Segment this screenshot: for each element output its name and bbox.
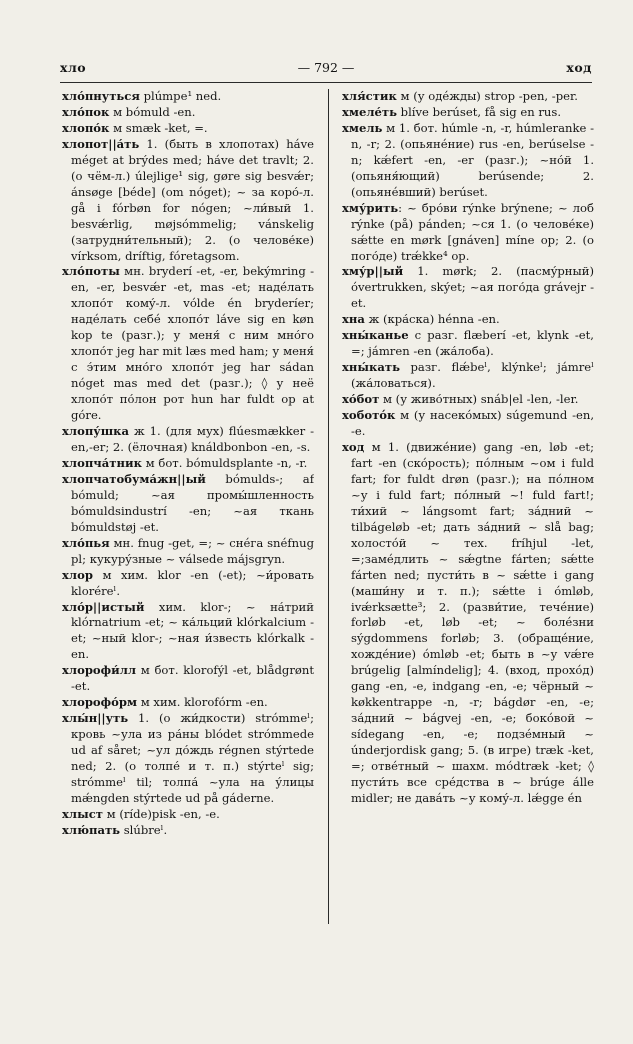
entry-body: 1. mørk; 2. (пасмýрный) óvertrukken, skýet; ~ая пого́да grávejr -et. xyxy=(351,264,594,311)
entry-headword: хлы́н||уть xyxy=(62,711,129,726)
entry-headword: хму́р||ый xyxy=(342,264,404,279)
dictionary-entry xyxy=(342,440,594,807)
entry-body: м бот. klorofýl -et, blådgrønt -et. xyxy=(71,663,314,694)
entry-body: м (ríde)pisk -en, -e. xyxy=(102,806,220,821)
entry-headword: хло́пнуться xyxy=(62,89,140,103)
entry-body: ж 1. (для мух) flúesmækker -en,-er; 2. (ёлочная) knáldbonbon -en, -s. xyxy=(71,424,314,454)
entry-body: blíve berúset, få sig en rus. xyxy=(396,104,562,119)
dictionary-entry xyxy=(62,711,314,807)
header-rule xyxy=(60,82,592,83)
entry-headword: хлорофо́рм xyxy=(62,695,138,710)
dictionary-entry xyxy=(62,807,314,823)
dictionary-entry xyxy=(62,663,314,695)
entry-headword: хля́стик xyxy=(342,89,397,103)
header-last-guide-word: ход xyxy=(566,60,592,75)
entry-headword: хлыст xyxy=(62,806,103,821)
entry-body: : ~ бро́ви rýnke brýnene; ~ лоб rýnke (på) pánden; ~ся 1. (о человéке) sǽtte en mørk [gnáven] míne op; 2. (о пого́де) trǽkke⁴ op. xyxy=(351,200,594,263)
entry-body: м хим. klorofórm -en. xyxy=(137,695,268,710)
entry-body: м smæk -ket, =. xyxy=(109,120,208,135)
dictionary-entry xyxy=(342,105,594,121)
dictionary-entry xyxy=(62,456,314,472)
dictionary-entry xyxy=(62,121,314,137)
entry-headword: хму́рить xyxy=(342,200,399,215)
dictionary-entry xyxy=(62,137,314,265)
dictionary-entry xyxy=(342,312,594,328)
dictionary-entry xyxy=(342,360,594,392)
dictionary-entry xyxy=(62,105,314,121)
entry-body: м бот. bómuldsplante -n, -r. xyxy=(141,455,308,470)
entry-headword: хлорофи́лл xyxy=(62,663,137,678)
entry-headword: хны́канье xyxy=(342,328,409,343)
header-first-guide-word: хло xyxy=(60,60,87,75)
entry-headword: хо́бот xyxy=(342,392,380,407)
entry-body: ж (кра́ска) hénna -en. xyxy=(364,312,500,327)
entry-headword: хмеле́ть xyxy=(342,104,397,119)
entry-body: хим. klor-; ~ на́трий klórnatrium -et; ~ ка́льций klórkalcium -et; ~ный klor-; ~ная и́звесть klórkalk -en. xyxy=(71,599,314,662)
dictionary-entry xyxy=(62,695,314,711)
dictionary-entry xyxy=(62,424,314,456)
dictionary-entry xyxy=(342,121,594,201)
entry-headword: хлопча́тник xyxy=(62,455,142,470)
entry-body: разг. flǽbeˡ, klýnkeˡ; jámreˡ (жа́ловаться). xyxy=(351,360,594,391)
entry-body: мн. bryderí -et, -er, bekýmring -en, -er, besvǽr -et, mas -et; надéлать хлопо́т комý-л. vólde én bryderíer; надéлать себé хлопо́т láve sig en køn kop te (разг.); у меня́ с ним мно́го хлопо́т jeg har mit læs med ham; у меня́ с э́тим мно́го хлопо́т jeg har sádan nóget mas med det (разг.); ◊ у неё хлопо́т по́лон рот hun har fuldt op at góre. xyxy=(71,264,314,423)
entry-body: м 1. бот. húmle -n, -r, húmleranke -n, -r; 2. (опьянéние) rus -en, berúselse -n; kǽfert -en, -er (разг.); ~но́й 1. (опьяня́ющий) berúsende; 2. (опьянéвший) berúset. xyxy=(351,120,594,199)
dictionary-entry xyxy=(342,201,594,265)
entry-headword: хло́пья xyxy=(62,535,110,550)
entry-body: plúmpe¹ ned. xyxy=(139,89,222,103)
entry-body: с разг. flæberí -et, klynk -et, =; jámren -en (жа́лоба). xyxy=(351,328,594,359)
entry-body: мн. fnug -get, =; ~ снéга snéfnug pl; кукурýзные ~ válsede májsgryn. xyxy=(71,535,314,566)
dictionary-entry xyxy=(62,89,314,105)
entry-headword: хло́поты xyxy=(62,264,120,279)
entry-body: м (у живо́тных) snáb|el -len, -ler. xyxy=(379,392,579,407)
running-header xyxy=(60,60,592,78)
entry-body: slúbreˡ. xyxy=(120,822,168,837)
column-divider xyxy=(328,89,329,924)
entry-body: 1. (о жи́дкости) strómmeˡ; кровь ~ула из ра́ны blódet strómmede ud af såret; ~ул до́ждь régnen stýrtede ned; 2. (о толпе́ и т. п.) stýrteˡ sig; strómmeˡ til; толпа́ ~ула на у́лицы mǽngden stýrtede ud på gáderne. xyxy=(71,711,314,805)
entry-headword: хна xyxy=(342,312,365,327)
entry-headword: хлопо́к xyxy=(62,120,110,135)
entry-body: м bómuld -en. xyxy=(109,104,196,119)
left-column xyxy=(62,89,314,839)
entry-body: м (у одéжды) strop -pen, -per. xyxy=(396,89,578,103)
entry-body: bómulds-; af bómuld; ~ая промы́шленность bómuldsindustrí -en; ~ая ткань bómuldstøj -et. xyxy=(71,471,314,534)
page-number: — 792 — xyxy=(297,60,355,75)
entry-headword: хло́пок xyxy=(62,104,110,119)
dictionary-entry xyxy=(62,536,314,568)
dictionary-entry xyxy=(342,264,594,312)
entry-headword: хло́р||истый xyxy=(62,599,145,614)
entry-body: 1. (быть в хлопотах) háve méget at brýdes med; háve det travlt; 2. (о чём-л.) úlejlige¹ sig, gøre sig besvǽr; ánsøge [béde] (om nóget); ~ за коро́-л. gå i fórbøn for nógen; ~ли́вый 1. besvǽrlig, møjsómmelig; vánskelig (затрудни́тельный); 2. (о челове́ке) vírksom, dríftig, fóretagsom. xyxy=(71,136,314,263)
entry-headword: хлопот||а́ть xyxy=(62,136,140,151)
entry-headword: хоботóк xyxy=(342,408,396,423)
entry-headword: хны́кать xyxy=(342,360,400,375)
dictionary-entry xyxy=(62,600,314,664)
entry-headword: хлопу́шка xyxy=(62,424,130,439)
dictionary-entry xyxy=(342,328,594,360)
entry-headword: хлор xyxy=(62,567,93,582)
entry-body: м 1. (движéние) gang -en, løb -et; fart -en (скóрость); пóлным ~ом i fuld fart; for fuldt drøn (разг.); на пóлном ~у i fuld fart; пóлный ~! fuld fart!; ти́хий ~ lángsomt fart; зáдний ~ tilbágeløb -et; дать зáдний ~ slå bag; холостóй ~ тех. fríhjul -let, =;замéдлить ~ sǽgtne fárten; sǽtte fárten ned; пусти́ть в ~ sǽtte i gang (маши́ну и т. п.); sǽtte i ómløb, ivǽrksætte³; 2. (разви́тие, течéние) forløb -et, løb -et; ~ болéзни sýgdommens forløb; 3. (обращéние, хождéние) ómløb -et; быть в ~у vǽre brúgelig [almíndelig]; 4. (вход, прохóд) gang -en, -e, indgang -en, -e; чёрный ~ køkkentrappe -n, -r; bágdør -en, -e; зáдний ~ bágvej -en, -e; бокóвой ~ sídegang -en, -e; подзéмный ~ únderjordisk gang; 5. (в игре) træk -ket, =; отвéтный ~ шахм. módtræk -ket; ◊ пусти́ть все срéдства в ~ brúge álle midler; не давáть ~у комý-л. lǽgge én xyxy=(351,439,594,805)
dictionary-entry xyxy=(62,568,314,600)
entry-body: м (у насекóмых) súgemund -en, -e. xyxy=(351,408,594,439)
dictionary-entry xyxy=(342,392,594,408)
dictionary-entry xyxy=(342,408,594,440)
entry-headword: ход xyxy=(342,439,365,454)
dictionary-entry xyxy=(62,264,314,424)
dictionary-entry xyxy=(62,823,314,839)
entry-headword: хмель xyxy=(342,120,383,135)
entry-headword: хлю́пать xyxy=(62,822,121,837)
right-column xyxy=(342,89,594,807)
entry-body: м хим. klor -en (-et); ~и́ровать kloréreˡ. xyxy=(71,567,314,598)
dictionary-entry xyxy=(342,89,594,105)
dictionary-entry xyxy=(62,472,314,536)
entry-headword: хлопчатобума́жн||ый xyxy=(62,471,206,486)
